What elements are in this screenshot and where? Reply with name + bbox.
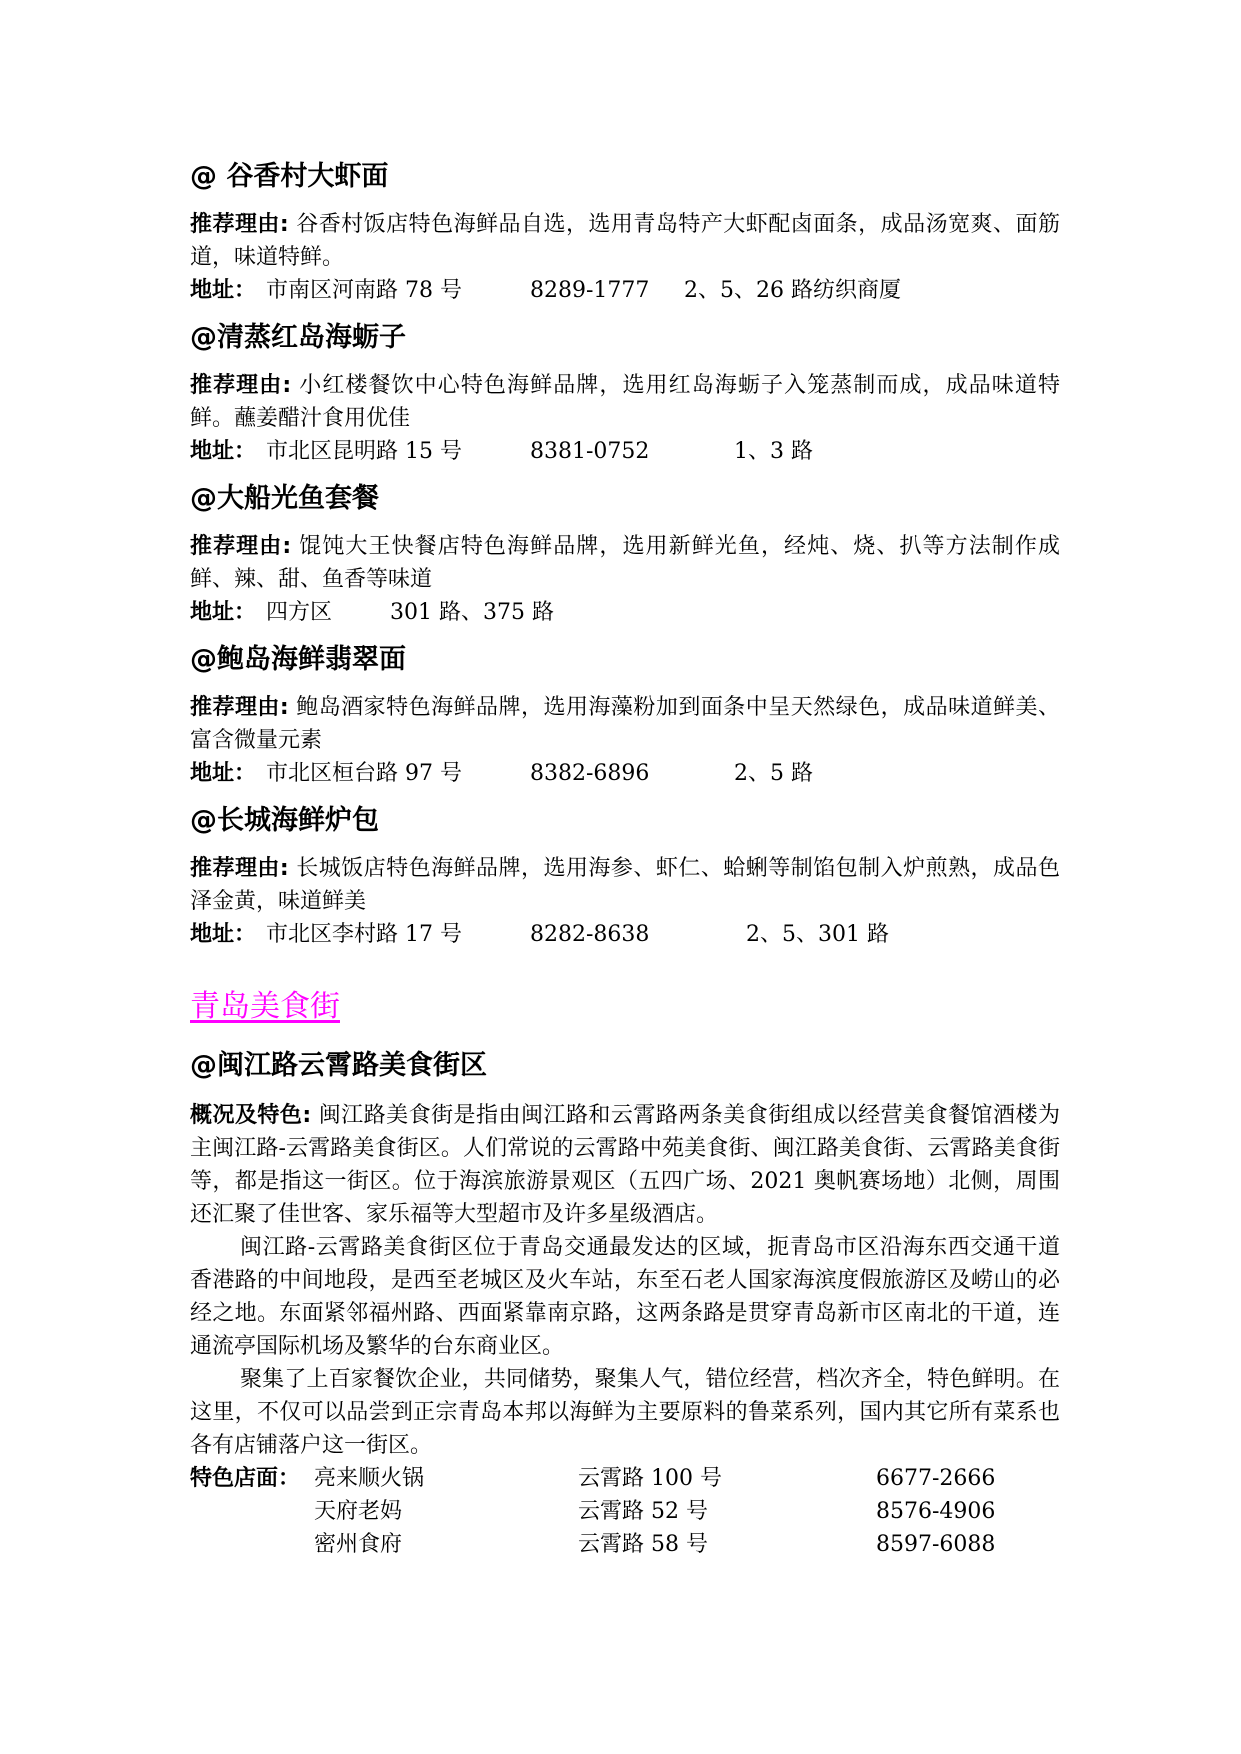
page-content bbox=[190, 160, 1060, 1561]
reason-colon: : bbox=[279, 212, 289, 237]
dish-address-line bbox=[190, 274, 1060, 307]
shop-phone: 8597-6088 bbox=[876, 1532, 996, 1557]
shop-name: 亮来顺火锅 bbox=[314, 1466, 425, 1491]
reason-label: 推荐理由 bbox=[190, 856, 280, 881]
shop-name: 密州食府 bbox=[314, 1532, 403, 1557]
shops-label-spacer bbox=[190, 1528, 314, 1561]
dish-title: @长城海鲜炉包 bbox=[190, 805, 379, 836]
street-paragraph: 闽江路-云霄路美食街区位于青岛交通最发达的区域，扼青岛市区沿海东西交通干道香港路的中间地段，是西至老城区及火车站，东至石老人国家海滨度假旅游区及崂山的必经之地。东面紧邻福州路、西面紧靠南京路，这两条路是贯穿青岛新市区南北的干道，连通流亭国际机场及繁华的台东商业区。 bbox=[190, 1235, 1060, 1359]
section-title[interactable]: 青岛美食街 bbox=[190, 989, 340, 1024]
dish-title: @大船光鱼套餐 bbox=[190, 483, 379, 514]
reason-label: 推荐理由 bbox=[190, 695, 280, 720]
reason-label: 推荐理由 bbox=[190, 534, 283, 559]
dish-reason bbox=[190, 208, 1060, 274]
dish-entry bbox=[190, 160, 1060, 307]
dish-title: @ 谷香村大虾面 bbox=[190, 161, 389, 192]
phone-text: 8282-8638 bbox=[530, 922, 650, 947]
address-label: 地址： bbox=[190, 600, 257, 625]
dish-reason bbox=[190, 852, 1060, 918]
reason-colon: : bbox=[279, 695, 289, 720]
shop-address: 云霄路 52 号 bbox=[578, 1499, 708, 1524]
dish-reason bbox=[190, 369, 1060, 435]
dish-entry bbox=[190, 321, 1060, 468]
address-text: 市北区桓台路 97 号 bbox=[266, 761, 462, 786]
dish-reason bbox=[190, 530, 1060, 596]
dish-reason bbox=[190, 691, 1060, 757]
street-paragraph: 聚集了上百家餐饮企业，共同储势，聚集人气，错位经营，档次齐全，特色鲜明。在这里，不仅可以品尝到正宗青岛本邦以海鲜为主要原料的鲁菜系列，国内其它所有菜系也各有店铺落户这一街区。 bbox=[190, 1367, 1060, 1458]
phone-text: 8381-0752 bbox=[530, 439, 650, 464]
address-text: 市北区昆明路 15 号 bbox=[266, 439, 462, 464]
shop-row bbox=[190, 1528, 1060, 1561]
shop-phone: 6677-2666 bbox=[876, 1466, 996, 1491]
shop-phone: 8576-4906 bbox=[876, 1499, 996, 1524]
dish-entry bbox=[190, 643, 1060, 790]
dish-title: @清蒸红岛海蛎子 bbox=[190, 322, 406, 353]
address-text: 四方区 bbox=[266, 600, 333, 625]
shop-address: 云霄路 100 号 bbox=[578, 1466, 722, 1491]
phone-text: 8382-6896 bbox=[530, 761, 650, 786]
reason-label: 推荐理由 bbox=[190, 373, 283, 398]
shops-label-spacer bbox=[190, 1495, 314, 1528]
dish-title: @鲍岛海鲜翡翠面 bbox=[190, 644, 406, 675]
bus-text: 1、3 路 bbox=[734, 439, 813, 464]
shop-address: 云霄路 58 号 bbox=[578, 1532, 708, 1557]
shop-name: 天府老妈 bbox=[314, 1499, 403, 1524]
shops-label: 特色店面： bbox=[190, 1466, 301, 1491]
bus-text: 2、5、301 路 bbox=[746, 922, 889, 947]
dish-address-line bbox=[190, 757, 1060, 790]
dish-address-line bbox=[190, 435, 1060, 468]
address-label: 地址： bbox=[190, 278, 257, 303]
dish-entry bbox=[190, 804, 1060, 951]
reason-text: 小红楼餐饮中心特色海鲜品牌，选用红岛海蛎子入笼蒸制而成，成品味道特鲜。蘸姜醋汁食用优佳 bbox=[190, 373, 1060, 431]
shop-row bbox=[190, 1495, 1060, 1528]
shop-row bbox=[190, 1462, 1060, 1495]
reason-text: 谷香村饭店特色海鲜品自选，选用青岛特产大虾配卤面条，成品汤宽爽、面筋道，味道特鲜。 bbox=[190, 212, 1060, 270]
reason-colon: : bbox=[282, 373, 292, 398]
street-title: @闽江路云霄路美食街区 bbox=[190, 1050, 487, 1081]
overview-colon: : bbox=[302, 1103, 312, 1128]
dish-entry bbox=[190, 482, 1060, 629]
reason-label: 推荐理由 bbox=[190, 212, 280, 237]
bus-text: 301 路、375 路 bbox=[390, 600, 554, 625]
overview-text: 闽江路美食街是指由闽江路和云霄路两条美食街组成以经营美食餐馆酒楼为主闽江路-云霄路美食街区。人们常说的云霄路中苑美食街、闽江路美食街、云霄路美食街等，都是指这一街区。位于海滨旅游景观区（五四广场、2021 奥帆赛场地）北侧，周围还汇聚了佳世客、家乐福等大型超市及许多星级酒店。 bbox=[190, 1103, 1060, 1227]
shop-list bbox=[190, 1462, 1060, 1561]
reason-text: 鲍岛酒家特色海鲜品牌，选用海藻粉加到面条中呈天然绿色，成品味道鲜美、富含微量元素 bbox=[190, 695, 1060, 753]
address-text: 市北区李村路 17 号 bbox=[266, 922, 462, 947]
bus-text: 2、5、26 路纺织商厦 bbox=[684, 278, 901, 303]
street-overview bbox=[190, 1099, 1060, 1231]
address-label: 地址： bbox=[190, 439, 257, 464]
phone-text: 8289-1777 bbox=[530, 278, 650, 303]
reason-text: 馄饨大王快餐店特色海鲜品牌，选用新鲜光鱼，经炖、烧、扒等方法制作成鲜、辣、甜、鱼香等味道 bbox=[190, 534, 1060, 592]
address-label: 地址： bbox=[190, 922, 257, 947]
overview-label: 概况及特色 bbox=[190, 1103, 303, 1128]
bus-text: 2、5 路 bbox=[734, 761, 813, 786]
reason-colon: : bbox=[279, 856, 289, 881]
dish-address-line bbox=[190, 596, 1060, 629]
reason-text: 长城饭店特色海鲜品牌，选用海参、虾仁、蛤蜊等制馅包制入炉煎熟，成品色泽金黄，味道鲜美 bbox=[190, 856, 1060, 914]
reason-colon: : bbox=[282, 534, 292, 559]
address-text: 市南区河南路 78 号 bbox=[266, 278, 462, 303]
address-label: 地址： bbox=[190, 761, 257, 786]
dish-address-line bbox=[190, 918, 1060, 951]
